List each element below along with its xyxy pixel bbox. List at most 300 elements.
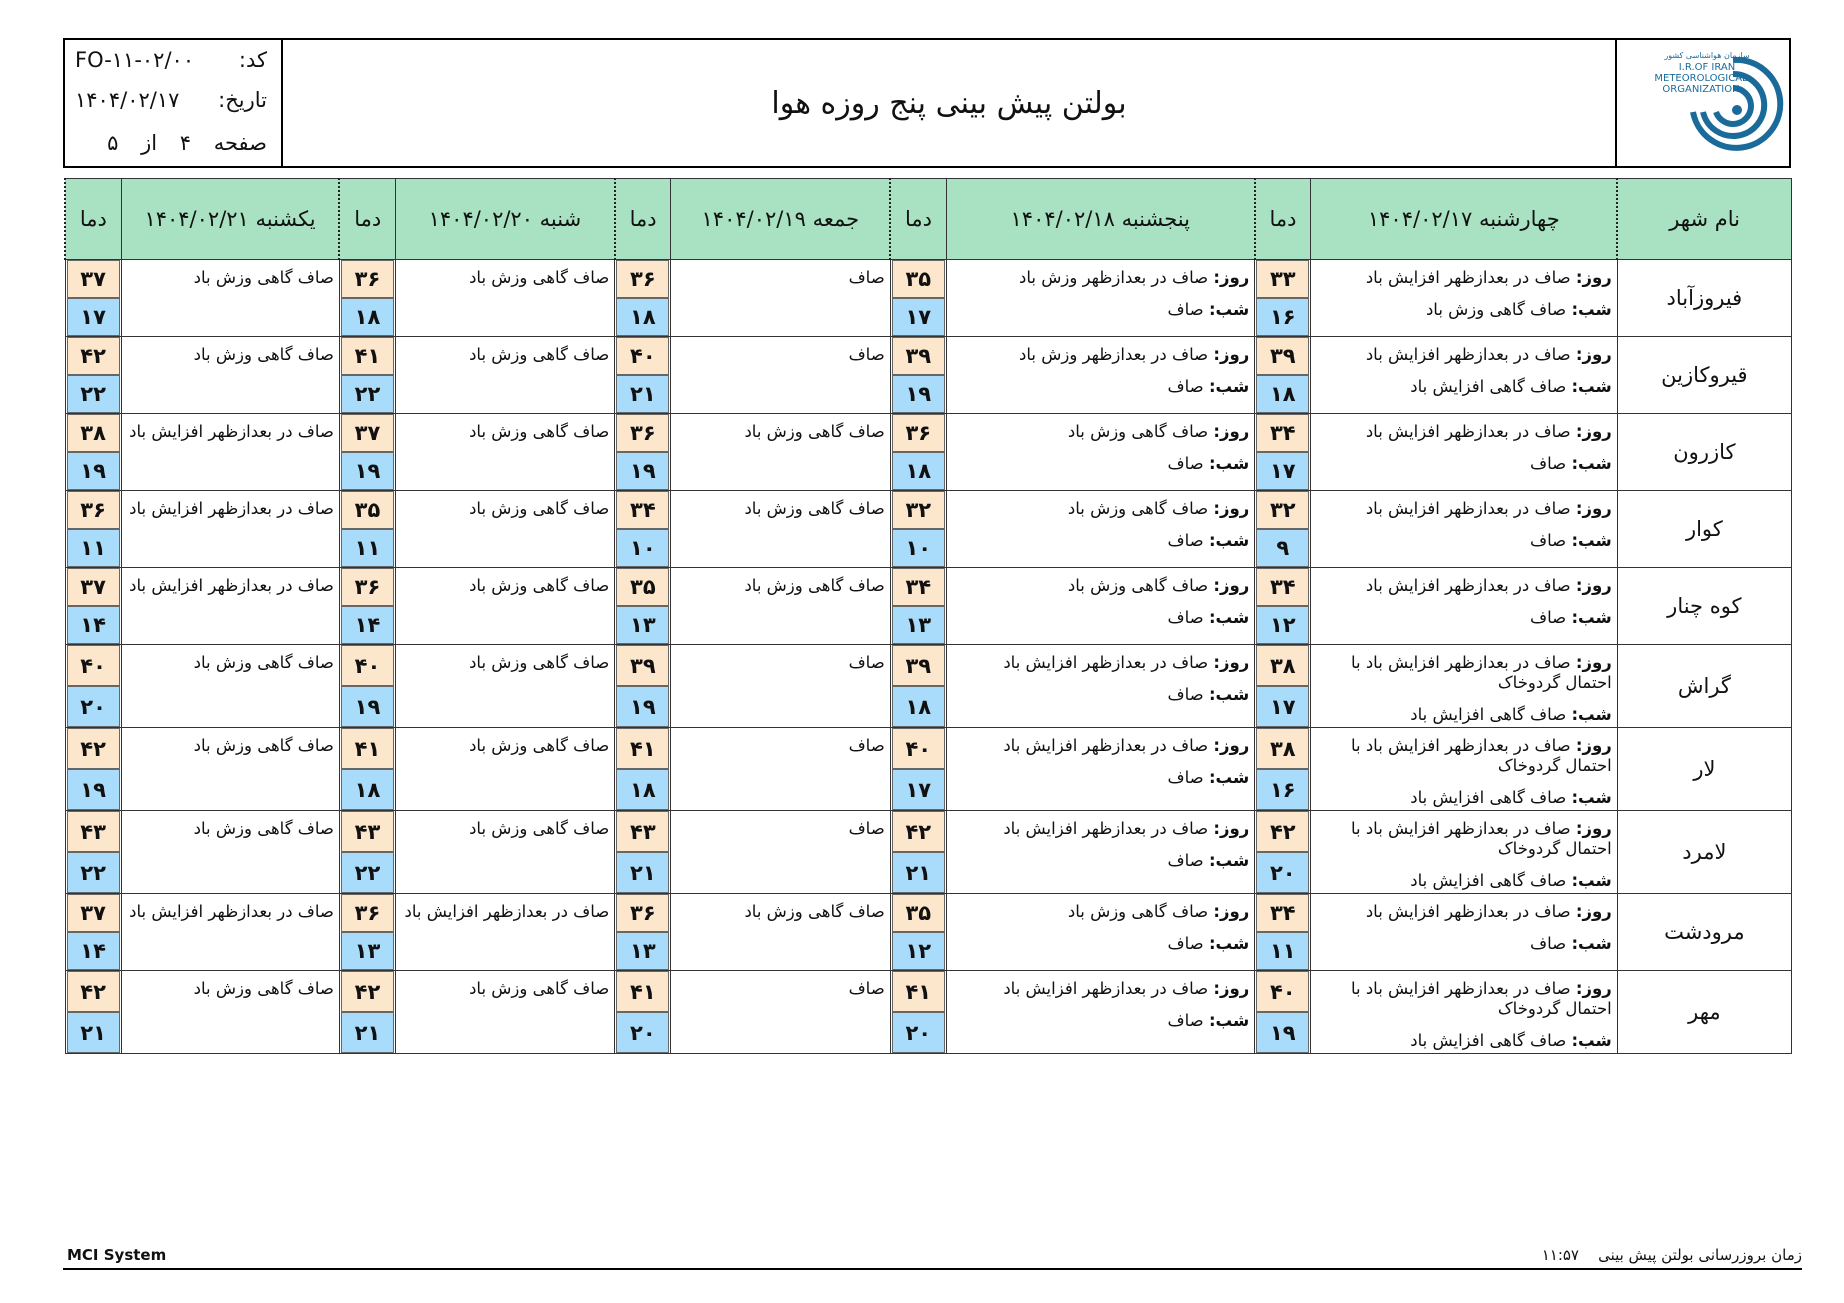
temp-cell xyxy=(65,971,121,1054)
temp-cell xyxy=(615,728,671,811)
forecast-desc xyxy=(946,568,1254,645)
forecast-desc xyxy=(1311,894,1617,971)
document-code: FO-۱۱-۰۲/۰۰ xyxy=(75,48,195,72)
max-temp: ۴۰ xyxy=(341,645,394,686)
day-label: روز: xyxy=(1213,576,1250,595)
day-text: صاف در بعدازظهر افزایش باد با احتمال گردوخاک xyxy=(1350,979,1612,1018)
day-text: صاف گاهی وزش باد xyxy=(1067,422,1209,441)
day-text: صاف در بعدازظهر وزش باد xyxy=(1019,268,1209,287)
day-text: صاف در بعدازظهر افزایش باد xyxy=(1003,736,1209,755)
city-name: مهر xyxy=(1617,971,1791,1054)
max-temp: ۴۱ xyxy=(341,337,394,375)
temp-cell xyxy=(615,894,671,971)
forecast-desc xyxy=(946,260,1254,337)
min-temp: ۱۸ xyxy=(892,452,945,490)
forecast-desc: صاف گاهی وزش باد xyxy=(121,645,339,728)
forecast-desc xyxy=(946,414,1254,491)
max-temp: ۳۲ xyxy=(1256,491,1309,529)
forecast-desc: صاف گاهی وزش باد xyxy=(396,971,615,1054)
table-row xyxy=(65,260,1792,337)
day-label: روز: xyxy=(1575,499,1612,518)
min-temp: ۱۶ xyxy=(1256,769,1309,810)
forecast-desc xyxy=(1311,337,1617,414)
temp-cell xyxy=(890,414,946,491)
max-temp: ۴۲ xyxy=(67,971,120,1012)
day-forecast xyxy=(953,653,1249,673)
min-temp: ۱۷ xyxy=(67,298,120,336)
forecast-desc xyxy=(1311,728,1617,811)
forecast-desc: صاف در بعدازظهر افزایش باد xyxy=(121,568,339,645)
table-row xyxy=(65,491,1792,568)
min-temp: ۱۸ xyxy=(341,769,394,810)
day-forecast xyxy=(1317,819,1611,859)
day-forecast xyxy=(953,576,1249,596)
night-text: صاف گاهی افزایش باد xyxy=(1410,705,1567,724)
min-temp: ۱۳ xyxy=(616,606,669,644)
min-temp: ۱۴ xyxy=(67,606,120,644)
table-header-row xyxy=(65,179,1792,260)
day-forecast xyxy=(953,902,1249,922)
day-text: صاف در بعدازظهر افزایش باد xyxy=(1365,902,1571,921)
max-temp: ۴۱ xyxy=(616,728,669,769)
max-temp: ۳۴ xyxy=(1256,568,1309,606)
max-temp: ۳۹ xyxy=(616,645,669,686)
night-label: شب: xyxy=(1571,377,1612,396)
footer-divider xyxy=(63,1268,1802,1270)
forecast-desc: صاف گاهی وزش باد xyxy=(121,728,339,811)
max-temp: ۴۰ xyxy=(1256,971,1309,1012)
temp-header: دما xyxy=(1255,179,1311,260)
day-forecast xyxy=(1317,902,1611,922)
city-column-header: نام شهر xyxy=(1617,179,1791,260)
temp-cell xyxy=(615,568,671,645)
day-forecast xyxy=(1317,499,1611,519)
max-temp: ۳۵ xyxy=(892,260,945,298)
forecast-desc: صاف xyxy=(671,728,890,811)
forecast-desc: صاف xyxy=(671,811,890,894)
city-name: گراش xyxy=(1617,645,1791,728)
day-text: صاف در بعدازظهر افزایش باد xyxy=(1365,345,1571,364)
day-forecast xyxy=(953,499,1249,519)
temp-cell xyxy=(890,971,946,1054)
footer-update xyxy=(1542,1246,1802,1264)
temp-cell xyxy=(615,491,671,568)
table-row xyxy=(65,414,1792,491)
min-temp: ۲۱ xyxy=(892,852,945,893)
forecast-desc xyxy=(1311,811,1617,894)
night-forecast xyxy=(1317,300,1611,320)
temp-cell xyxy=(339,811,395,894)
max-temp: ۴۲ xyxy=(341,971,394,1012)
forecast-desc: صاف گاهی وزش باد xyxy=(671,894,890,971)
temp-cell xyxy=(339,260,395,337)
temp-cell xyxy=(1255,728,1311,811)
max-temp: ۳۲ xyxy=(892,491,945,529)
temp-cell xyxy=(890,491,946,568)
min-temp: ۱۱ xyxy=(341,529,394,567)
min-temp: ۱۸ xyxy=(616,298,669,336)
forecast-desc: صاف گاهی وزش باد xyxy=(396,568,615,645)
night-label: شب: xyxy=(1571,1031,1612,1050)
temp-cell xyxy=(65,645,121,728)
max-temp: ۳۷ xyxy=(341,414,394,452)
min-temp: ۲۲ xyxy=(341,375,394,413)
max-temp: ۳۵ xyxy=(616,568,669,606)
day-text: صاف گاهی وزش باد xyxy=(1067,576,1209,595)
forecast-desc: صاف xyxy=(671,971,890,1054)
night-label: شب: xyxy=(1571,871,1612,890)
forecast-desc: صاف در بعدازظهر افزایش باد xyxy=(121,414,339,491)
forecast-desc: صاف گاهی وزش باد xyxy=(121,811,339,894)
organization-logo xyxy=(1615,40,1789,166)
night-label: شب: xyxy=(1571,608,1612,627)
logo-line2: METEOROLOGICAL xyxy=(1654,73,1748,84)
day-text: صاف گاهی وزش باد xyxy=(1067,902,1209,921)
day-text: صاف در بعدازظهر افزایش باد با احتمال گردوخاک xyxy=(1350,736,1612,775)
night-text: صاف xyxy=(1167,685,1204,704)
bulletin-header xyxy=(63,38,1791,168)
day-label: روز: xyxy=(1213,819,1250,838)
temp-cell xyxy=(65,568,121,645)
forecast-desc: صاف گاهی وزش باد xyxy=(121,337,339,414)
day-forecast xyxy=(1317,979,1611,1019)
max-temp: ۳۸ xyxy=(67,414,120,452)
temp-cell xyxy=(890,894,946,971)
city-name: لامرد xyxy=(1617,811,1791,894)
table-row xyxy=(65,645,1792,728)
temp-header: دما xyxy=(339,179,395,260)
forecast-desc xyxy=(946,728,1254,811)
night-label: شب: xyxy=(1208,851,1250,870)
forecast-desc: صاف گاهی وزش باد xyxy=(396,491,615,568)
night-label: شب: xyxy=(1208,1011,1250,1030)
min-temp: ۱۳ xyxy=(616,932,669,970)
temp-cell xyxy=(890,728,946,811)
night-forecast xyxy=(953,454,1249,474)
min-temp: ۲۲ xyxy=(67,852,120,893)
min-temp: ۲۱ xyxy=(341,1012,394,1053)
forecast-desc xyxy=(946,645,1254,728)
min-temp: ۲۱ xyxy=(67,1012,120,1053)
temp-cell xyxy=(1255,645,1311,728)
day-label: روز: xyxy=(1575,653,1612,672)
day-forecast xyxy=(1317,268,1611,288)
max-temp: ۴۱ xyxy=(892,971,945,1012)
temp-cell xyxy=(1255,414,1311,491)
night-forecast xyxy=(953,377,1249,397)
max-temp: ۳۶ xyxy=(341,568,394,606)
min-temp: ۱۹ xyxy=(341,452,394,490)
min-temp: ۱۱ xyxy=(1256,932,1309,970)
min-temp: ۱۳ xyxy=(892,606,945,644)
max-temp: ۳۹ xyxy=(1256,337,1309,375)
page-number: ۴ xyxy=(179,131,192,155)
day2-header: پنجشنبه ۱۴۰۴/۰۲/۱۸ xyxy=(946,179,1254,260)
logo-text-fa: سازمان هواشناسی کشور xyxy=(1664,51,1750,60)
day3-header: جمعه ۱۴۰۴/۰۲/۱۹ xyxy=(671,179,890,260)
night-label: شب: xyxy=(1208,768,1250,787)
day-label: روز: xyxy=(1575,902,1612,921)
temp-header: دما xyxy=(615,179,671,260)
day5-header: یکشنبه ۱۴۰۴/۰۲/۲۱ xyxy=(121,179,339,260)
day-forecast xyxy=(953,819,1249,839)
max-temp: ۳۸ xyxy=(1256,645,1309,686)
temp-cell xyxy=(1255,894,1311,971)
temp-cell xyxy=(615,260,671,337)
city-name: کازرون xyxy=(1617,414,1791,491)
min-temp: ۱۶ xyxy=(1256,298,1309,336)
day-label: روز: xyxy=(1575,819,1612,838)
forecast-desc xyxy=(1311,645,1617,728)
temp-cell xyxy=(339,568,395,645)
logo-emblem-icon xyxy=(1621,46,1785,164)
forecast-desc: صاف در بعدازظهر افزایش باد xyxy=(121,894,339,971)
max-temp: ۳۵ xyxy=(341,491,394,529)
temp-cell xyxy=(615,811,671,894)
forecast-desc xyxy=(1311,568,1617,645)
footer-update-time: ۱۱:۵۷ xyxy=(1541,1246,1579,1264)
night-text: صاف xyxy=(1167,300,1204,319)
max-temp: ۴۲ xyxy=(1256,811,1309,852)
min-temp: ۱۲ xyxy=(1256,606,1309,644)
night-text: صاف xyxy=(1167,851,1204,870)
night-text: صاف xyxy=(1530,454,1567,473)
day-label: روز: xyxy=(1575,268,1612,287)
min-temp: ۲۰ xyxy=(1256,852,1309,893)
max-temp: ۳۵ xyxy=(892,894,945,932)
logo-line3: ORGANIZATION xyxy=(1662,84,1740,95)
min-temp: ۱۹ xyxy=(616,686,669,727)
min-temp: ۲۱ xyxy=(616,375,669,413)
date-label: تاریخ: xyxy=(218,88,267,112)
temp-header: دما xyxy=(65,179,121,260)
min-temp: ۱۳ xyxy=(341,932,394,970)
night-forecast xyxy=(1317,377,1611,397)
temp-cell xyxy=(339,971,395,1054)
forecast-desc xyxy=(1311,491,1617,568)
page-indicator xyxy=(91,131,267,155)
max-temp: ۳۶ xyxy=(341,260,394,298)
night-label: شب: xyxy=(1571,531,1612,550)
day-label: روز: xyxy=(1213,268,1250,287)
night-text: صاف xyxy=(1167,377,1204,396)
min-temp: ۲۰ xyxy=(67,686,120,727)
night-text: صاف xyxy=(1530,608,1567,627)
forecast-desc xyxy=(1311,971,1617,1054)
city-name: لار xyxy=(1617,728,1791,811)
day-label: روز: xyxy=(1213,979,1250,998)
max-temp: ۳۷ xyxy=(67,568,120,606)
night-text: صاف گاهی افزایش باد xyxy=(1410,788,1567,807)
night-label: شب: xyxy=(1571,454,1612,473)
forecast-desc xyxy=(946,894,1254,971)
max-temp: ۳۹ xyxy=(892,337,945,375)
forecast-desc xyxy=(946,337,1254,414)
forecast-desc: صاف گاهی وزش باد xyxy=(396,728,615,811)
max-temp: ۳۶ xyxy=(616,414,669,452)
forecast-desc: صاف xyxy=(671,337,890,414)
forecast-desc: صاف در بعدازظهر افزایش باد xyxy=(396,894,615,971)
forecast-desc xyxy=(946,811,1254,894)
max-temp: ۳۶ xyxy=(67,491,120,529)
forecast-desc: صاف گاهی وزش باد xyxy=(396,811,615,894)
temp-cell xyxy=(890,337,946,414)
night-label: شب: xyxy=(1571,934,1612,953)
code-label: کد: xyxy=(238,48,267,72)
day-label: روز: xyxy=(1213,499,1250,518)
min-temp: ۱۹ xyxy=(892,375,945,413)
city-name: قیروکازین xyxy=(1617,337,1791,414)
forecast-desc: صاف گاهی وزش باد xyxy=(396,645,615,728)
night-label: شب: xyxy=(1571,705,1612,724)
night-forecast xyxy=(953,1011,1249,1031)
day-forecast xyxy=(953,422,1249,442)
forecast-desc: صاف گاهی وزش باد xyxy=(671,568,890,645)
max-temp: ۳۶ xyxy=(616,260,669,298)
min-temp: ۲۱ xyxy=(616,852,669,893)
max-temp: ۴۲ xyxy=(892,811,945,852)
min-temp: ۱۰ xyxy=(616,529,669,567)
forecast-desc: صاف گاهی وزش باد xyxy=(121,971,339,1054)
day-text: صاف در بعدازظهر وزش باد xyxy=(1019,345,1209,364)
max-temp: ۳۸ xyxy=(1256,728,1309,769)
bulletin-title: بولتن پیش بینی پنج روزه هوا xyxy=(771,85,1127,121)
min-temp: ۱۴ xyxy=(341,606,394,644)
night-label: شب: xyxy=(1208,454,1250,473)
min-temp: ۱۷ xyxy=(1256,452,1309,490)
page-word: صفحه xyxy=(213,131,267,155)
temp-cell xyxy=(339,414,395,491)
max-temp: ۴۳ xyxy=(67,811,120,852)
day-label: روز: xyxy=(1213,422,1250,441)
night-text: صاف گاهی افزایش باد xyxy=(1410,377,1567,396)
max-temp: ۳۴ xyxy=(1256,414,1309,452)
day-text: صاف گاهی وزش باد xyxy=(1067,499,1209,518)
city-name: کوار xyxy=(1617,491,1791,568)
temp-cell xyxy=(65,894,121,971)
night-label: شب: xyxy=(1208,531,1250,550)
footer-update-label: زمان بروزرسانی بولتن پیش بینی xyxy=(1598,1246,1802,1264)
temp-cell xyxy=(339,728,395,811)
night-text: صاف xyxy=(1167,454,1204,473)
day-text: صاف در بعدازظهر افزایش باد xyxy=(1003,653,1209,672)
min-temp: ۱۲ xyxy=(892,932,945,970)
temp-cell xyxy=(615,414,671,491)
min-temp: ۹ xyxy=(1256,529,1309,567)
night-forecast xyxy=(1317,705,1611,725)
night-label: شب: xyxy=(1208,608,1250,627)
day-label: روز: xyxy=(1213,902,1250,921)
night-label: شب: xyxy=(1571,300,1612,319)
night-forecast xyxy=(1317,934,1611,954)
forecast-desc xyxy=(946,971,1254,1054)
min-temp: ۱۸ xyxy=(616,769,669,810)
min-temp: ۱۸ xyxy=(1256,375,1309,413)
max-temp: ۳۴ xyxy=(616,491,669,529)
table-row xyxy=(65,971,1792,1054)
max-temp: ۳۷ xyxy=(67,260,120,298)
table-row xyxy=(65,337,1792,414)
max-temp: ۳۹ xyxy=(892,645,945,686)
temp-cell xyxy=(890,645,946,728)
temp-cell xyxy=(615,645,671,728)
night-label: شب: xyxy=(1208,300,1250,319)
night-text: صاف xyxy=(1530,531,1567,550)
day-forecast xyxy=(1317,653,1611,693)
temp-cell xyxy=(339,337,395,414)
max-temp: ۳۶ xyxy=(892,414,945,452)
night-forecast xyxy=(1317,788,1611,808)
forecast-desc xyxy=(1311,260,1617,337)
logo-line1: I.R.OF IRAN xyxy=(1678,62,1736,73)
day4-header: شنبه ۱۴۰۴/۰۲/۲۰ xyxy=(396,179,615,260)
min-temp: ۲۲ xyxy=(341,852,394,893)
min-temp: ۱۴ xyxy=(67,932,120,970)
day-forecast xyxy=(953,268,1249,288)
night-text: صاف xyxy=(1167,1011,1204,1030)
night-forecast xyxy=(1317,608,1611,628)
day-label: روز: xyxy=(1213,653,1250,672)
max-temp: ۳۳ xyxy=(1256,260,1309,298)
max-temp: ۳۶ xyxy=(341,894,394,932)
max-temp: ۴۰ xyxy=(616,337,669,375)
min-temp: ۱۹ xyxy=(341,686,394,727)
max-temp: ۴۳ xyxy=(341,811,394,852)
temp-cell xyxy=(1255,971,1311,1054)
min-temp: ۲۲ xyxy=(67,375,120,413)
min-temp: ۱۹ xyxy=(67,452,120,490)
temp-cell xyxy=(339,491,395,568)
night-text: صاف گاهی افزایش باد xyxy=(1410,1031,1567,1050)
max-temp: ۴۲ xyxy=(67,728,120,769)
max-temp: ۴۳ xyxy=(616,811,669,852)
day-text: صاف در بعدازظهر افزایش باد با احتمال گردوخاک xyxy=(1350,653,1612,692)
max-temp: ۳۶ xyxy=(616,894,669,932)
temp-cell xyxy=(339,894,395,971)
forecast-desc: صاف گاهی وزش باد xyxy=(671,491,890,568)
night-label: شب: xyxy=(1208,934,1250,953)
max-temp: ۳۴ xyxy=(1256,894,1309,932)
table-row xyxy=(65,811,1792,894)
night-label: شب: xyxy=(1208,685,1250,704)
day-forecast xyxy=(1317,422,1611,442)
min-temp: ۱۹ xyxy=(616,452,669,490)
night-forecast xyxy=(1317,1031,1611,1051)
forecast-desc: صاف گاهی وزش باد xyxy=(396,260,615,337)
night-forecast xyxy=(1317,871,1611,891)
night-forecast xyxy=(953,851,1249,871)
forecast-desc: صاف در بعدازظهر افزایش باد xyxy=(121,491,339,568)
night-text: صاف xyxy=(1167,608,1204,627)
forecast-desc: صاف گاهی وزش باد xyxy=(671,414,890,491)
night-forecast xyxy=(1317,531,1611,551)
temp-cell xyxy=(615,971,671,1054)
temp-cell xyxy=(1255,337,1311,414)
temp-cell xyxy=(890,260,946,337)
page-total: ۵ xyxy=(107,131,119,155)
day1-header: چهارشنبه ۱۴۰۴/۰۲/۱۷ xyxy=(1311,179,1617,260)
night-text: صاف xyxy=(1167,768,1204,787)
day-forecast xyxy=(953,736,1249,756)
day-text: صاف در بعدازظهر افزایش باد xyxy=(1003,819,1209,838)
day-label: روز: xyxy=(1213,345,1250,364)
day-text: صاف در بعدازظهر افزایش باد xyxy=(1365,422,1571,441)
temp-cell xyxy=(65,260,121,337)
day-text: صاف در بعدازظهر افزایش باد با احتمال گردوخاک xyxy=(1350,819,1612,858)
day-forecast xyxy=(1317,576,1611,596)
night-forecast xyxy=(953,300,1249,320)
min-temp: ۱۷ xyxy=(1256,686,1309,727)
